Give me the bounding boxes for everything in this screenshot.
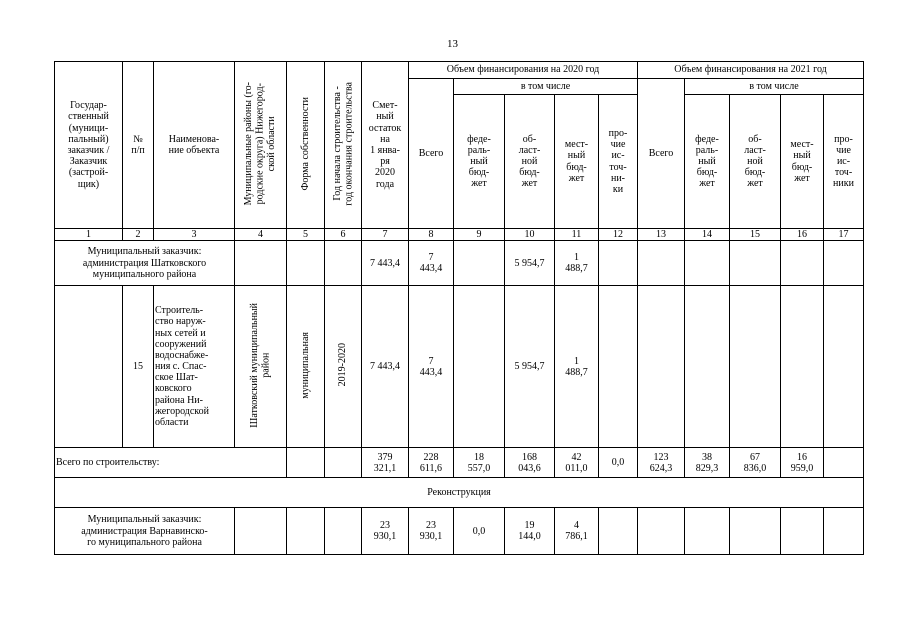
cell-value-line: 443,4 (419, 366, 443, 378)
header-regional-line: ной (747, 155, 763, 167)
cell-federal-2020: 0,0 (454, 508, 505, 555)
object-name-line: ния с. Спас- (155, 361, 207, 373)
header-local-line: мест- (564, 139, 589, 151)
customer-row-varnavino (55, 508, 864, 555)
object-name-line: жегородской (155, 405, 210, 417)
cell-empty (287, 448, 325, 478)
cell-years (325, 286, 362, 448)
header-estimate-line: Смет- (372, 100, 398, 112)
header-regional-line: об- (748, 133, 762, 145)
cell-value-line: 23 (426, 520, 436, 531)
header-estimate-line: года (375, 178, 395, 190)
header-other-line: ни- (610, 172, 626, 184)
cell-local-2021 (781, 448, 824, 478)
customer-label-line: Муниципальный заказчик: (87, 246, 202, 258)
cell-value-line: 011,0 (565, 462, 588, 474)
cell-total-2021 (638, 448, 685, 478)
cell-empty (599, 286, 638, 448)
header-fin-2020: Объем финансирования на 2020 год (409, 62, 638, 79)
header-local-2021 (781, 95, 824, 229)
column-number: 17 (824, 229, 864, 241)
column-number: 12 (599, 229, 638, 241)
cell-value-line: 611,6 (419, 462, 443, 474)
header-object-name-line: Наименова- (168, 133, 220, 145)
header-estimate-line: 1 янва- (370, 145, 400, 156)
cell-empty (235, 508, 287, 555)
cell-local-2020 (555, 508, 599, 555)
header-regional-line: ной (521, 155, 538, 167)
cell-empty (287, 508, 325, 555)
column-number: 11 (555, 229, 599, 241)
customer-label-line: администрация Шатковского (82, 257, 207, 269)
header-local-line: бюд- (791, 161, 813, 173)
header-fin-2021: Объем финансирования на 2021 год (638, 62, 864, 79)
header-number (123, 62, 154, 229)
cell-regional-2021 (730, 448, 781, 478)
cell-empty (824, 286, 864, 448)
cell-empty (454, 286, 505, 448)
column-number: 15 (730, 229, 781, 241)
header-other-line: про- (608, 127, 628, 139)
header-estimate-line: остаток (368, 122, 402, 134)
header-customer-line: щик) (77, 178, 100, 190)
cell-empty (599, 508, 638, 555)
header-including-2020: в том числе (454, 79, 638, 95)
cell-empty (730, 286, 781, 448)
header-other-line: ис- (836, 155, 851, 167)
header-regional-line: бюд- (744, 167, 766, 179)
header-local-line: бюд- (566, 161, 587, 173)
header-federal-line: жет (471, 178, 487, 190)
header-federal-line: жет (699, 178, 715, 190)
column-numbers-row (55, 229, 864, 241)
header-years-text (332, 82, 355, 206)
column-number: 10 (505, 229, 555, 241)
district-line: район (260, 352, 272, 378)
cell-value-line: 18 (474, 451, 484, 463)
object-name-line: области (155, 417, 189, 429)
district-line: Шатковский муниципальный (249, 302, 260, 428)
customer-label-line: Муниципальный заказчик: (87, 514, 202, 526)
column-number: 13 (638, 229, 685, 241)
header-other-line: ис- (611, 150, 625, 162)
cell-empty (55, 286, 123, 448)
header-federal-line: бюд- (696, 167, 718, 179)
cell-value-line: 930,1 (373, 531, 397, 543)
cell-district (235, 286, 287, 448)
cell-empty (325, 241, 362, 286)
header-estimate-line: ря (380, 156, 390, 168)
column-number: 2 (123, 229, 154, 241)
header-other-line: чие (836, 144, 851, 156)
cell-federal-2021 (685, 448, 730, 478)
header-other-line: про- (834, 133, 853, 145)
header-number-line: № (133, 133, 143, 145)
column-number: 16 (781, 229, 824, 241)
cell-empty (781, 241, 824, 286)
cell-empty (824, 241, 864, 286)
header-regional-line: жет (747, 178, 763, 190)
header-regional-2021 (730, 95, 781, 229)
header-customer-line: Государ- (70, 100, 107, 112)
header-customer-line: пальный) (68, 133, 109, 145)
object-name-line: ных сетей и (155, 327, 206, 339)
cell-empty (685, 508, 730, 555)
cell-value-line: 4 (574, 520, 579, 531)
cell-number: 15 (123, 286, 154, 448)
cell-total-2020 (409, 286, 454, 448)
header-districts-line: родские округа) Нижегород- (254, 82, 266, 205)
cell-value-line: 488,7 (565, 263, 588, 275)
header-customer-line: (застрой- (68, 167, 109, 179)
cell-empty (287, 241, 325, 286)
header-customer-line: заказчик / (67, 145, 110, 156)
header-federal-2021 (685, 95, 730, 229)
cell-estimate (362, 508, 409, 555)
cell-empty (599, 241, 638, 286)
header-other-2020 (599, 95, 638, 229)
customer-label (55, 508, 235, 555)
cell-value-line: 16 (797, 451, 807, 463)
cell-estimate: 7 443,4 (362, 286, 409, 448)
column-number: 9 (454, 229, 505, 241)
cell-value-line: 67 (750, 451, 760, 463)
header-estimate-line: на (380, 133, 390, 145)
cell-local-2020 (555, 286, 599, 448)
object-name-line: Строитель- (155, 305, 204, 317)
header-federal-2020 (454, 95, 505, 229)
header-districts-line: ской области (266, 115, 278, 171)
header-estimate-line: ный (376, 111, 394, 123)
cell-value-line: 043,6 (518, 462, 541, 474)
cell-empty (638, 286, 685, 448)
column-number: 8 (409, 229, 454, 241)
cell-ownership (287, 286, 325, 448)
header-regional-line: ласт- (518, 144, 541, 156)
header-number-line: п/п (131, 145, 145, 156)
cell-empty (685, 241, 730, 286)
object-name-line: водоснабже- (155, 349, 209, 361)
cell-empty (781, 286, 824, 448)
cell-empty (824, 448, 864, 478)
header-regional-line: об- (522, 133, 537, 145)
column-number: 3 (154, 229, 235, 241)
cell-value-line: 23 (380, 520, 390, 531)
object-name-line: ство наруж- (155, 316, 206, 328)
cell-regional-2020 (505, 448, 555, 478)
header-districts-text (243, 82, 278, 205)
cell-value-line: 38 (702, 451, 712, 463)
cell-value-line: 488,7 (565, 366, 588, 378)
cell-empty (325, 448, 362, 478)
header-local-line: жет (568, 172, 585, 184)
cell-value-line: 321,1 (373, 462, 397, 474)
cell-total-2020 (409, 508, 454, 555)
header-local-line: жет (794, 172, 810, 184)
cell-empty (730, 508, 781, 555)
construction-total-row (55, 448, 864, 478)
cell-value-line: 1 (574, 355, 579, 367)
header-local-line: мест- (790, 139, 814, 151)
header-federal-line: ный (470, 155, 488, 167)
header-other-line: ки (612, 183, 624, 195)
header-local-line: ный (793, 150, 811, 162)
header-districts (235, 62, 287, 229)
customer-label (55, 241, 235, 286)
cell-local-2020 (555, 241, 599, 286)
cell-value-line: 557,0 (467, 462, 491, 474)
customer-row-shatki (55, 241, 864, 286)
header-customer (55, 62, 123, 229)
cell-total-2020 (409, 241, 454, 286)
header-federal-line: феде- (467, 133, 491, 145)
header-customer-line: Заказчик (69, 156, 108, 168)
section-row (55, 478, 864, 508)
page-number: 13 (447, 38, 458, 50)
cell-empty (781, 508, 824, 555)
column-number: 6 (325, 229, 362, 241)
object-name-line: района Ни- (155, 394, 203, 406)
header-local-2020 (555, 95, 599, 229)
object-name-line: сооружений (155, 338, 207, 350)
cell-value-line: 959,0 (790, 462, 814, 474)
object-name-line: ское Шат- (155, 372, 198, 384)
header-object-name (154, 62, 235, 229)
cell-value-line: 624,3 (649, 462, 673, 474)
cell-federal-2020 (454, 448, 505, 478)
header-regional-line: бюд- (519, 167, 540, 179)
header-other-line: точ- (834, 167, 853, 179)
header-object-name-line: ние объекта (168, 145, 220, 156)
cell-value-line: 1 (574, 252, 579, 263)
header-federal-line: бюд- (468, 167, 490, 179)
header-regional-line: ласт- (744, 144, 766, 156)
header-federal-line: раль- (695, 144, 719, 156)
cell-empty (454, 241, 505, 286)
cell-object-name (154, 286, 235, 448)
header-local-line: ный (567, 150, 586, 162)
cell-empty (638, 241, 685, 286)
cell-value-line: 228 (423, 451, 439, 463)
header-other-line: ники (833, 178, 854, 190)
district-text (249, 303, 272, 428)
header-estimate-line: 2020 (375, 167, 395, 179)
customer-label-line: го муниципального района (87, 536, 202, 548)
cell-regional-2020: 5 954,7 (505, 286, 555, 448)
cell-value-line: 123 (653, 451, 669, 463)
cell-value-line: 144,0 (518, 531, 541, 543)
cell-value-line: 930,1 (419, 531, 443, 543)
header-federal-line: ный (698, 155, 716, 167)
column-number: 5 (287, 229, 325, 241)
cell-empty (235, 241, 287, 286)
header-total-2020: Всего (409, 79, 454, 229)
header-customer-line: ственный (68, 111, 109, 123)
customer-label-line: муниципального района (92, 268, 197, 280)
header-districts-line: Муниципальные районы (го- (243, 81, 255, 206)
header-other-line: точ- (609, 161, 627, 173)
object-name-line: ковского (155, 383, 192, 395)
cell-regional-2020: 5 954,7 (505, 241, 555, 286)
header-regional-2020 (505, 95, 555, 229)
customer-label-line: администрация Варнавинско- (81, 525, 208, 537)
header-regional-line: жет (521, 178, 538, 190)
cell-value-line: 42 (571, 451, 582, 463)
cell-value-line: 829,3 (695, 462, 719, 474)
cell-estimate: 7 443,4 (362, 241, 409, 286)
cell-empty (325, 508, 362, 555)
header-customer-text (56, 100, 121, 190)
header-years (325, 62, 362, 229)
column-number: 4 (235, 229, 287, 241)
years-text: 2019-2020 (337, 343, 349, 387)
cell-empty (638, 508, 685, 555)
column-number: 1 (55, 229, 123, 241)
cell-empty (730, 241, 781, 286)
cell-value-line: 168 (522, 451, 537, 463)
cell-value-line: 443,4 (419, 263, 443, 275)
header-federal-line: феде- (695, 133, 719, 145)
header-other-2021 (824, 95, 864, 229)
header-other-line: чие (610, 139, 626, 151)
section-title: Реконструкция (55, 478, 864, 508)
cell-value-line: 786,1 (565, 531, 588, 543)
ownership-text: муниципальная (299, 331, 311, 399)
cell-value-line: 379 (377, 451, 393, 463)
header-estimate (362, 62, 409, 229)
header-federal-line: раль- (467, 144, 491, 156)
cell-empty (685, 286, 730, 448)
cell-empty (824, 508, 864, 555)
header-years-line: год окончания строительства (343, 81, 354, 206)
header-ownership (287, 62, 325, 229)
cell-other-2020: 0,0 (599, 448, 638, 478)
cell-local-2020 (555, 448, 599, 478)
cell-value-line: 7 (428, 252, 434, 263)
table-row-item-15 (55, 286, 864, 448)
cell-value-line: 836,0 (743, 462, 767, 474)
financing-table (54, 61, 864, 555)
header-row-1 (55, 62, 864, 79)
cell-total-2020 (409, 448, 454, 478)
header-years-line: Год начала строительства - (331, 86, 343, 201)
header-total-2021: Всего (638, 79, 685, 229)
column-number: 7 (362, 229, 409, 241)
header-including-2021: в том числе (685, 79, 864, 95)
cell-value-line: 19 (524, 520, 535, 531)
cell-value-line: 7 (428, 355, 434, 367)
cell-estimate (362, 448, 409, 478)
header-customer-line: (муници- (68, 122, 109, 134)
construction-total-label: Всего по строительству: (55, 448, 287, 478)
column-number: 14 (685, 229, 730, 241)
cell-regional-2020 (505, 508, 555, 555)
header-ownership-text: Форма собственности (299, 96, 311, 191)
